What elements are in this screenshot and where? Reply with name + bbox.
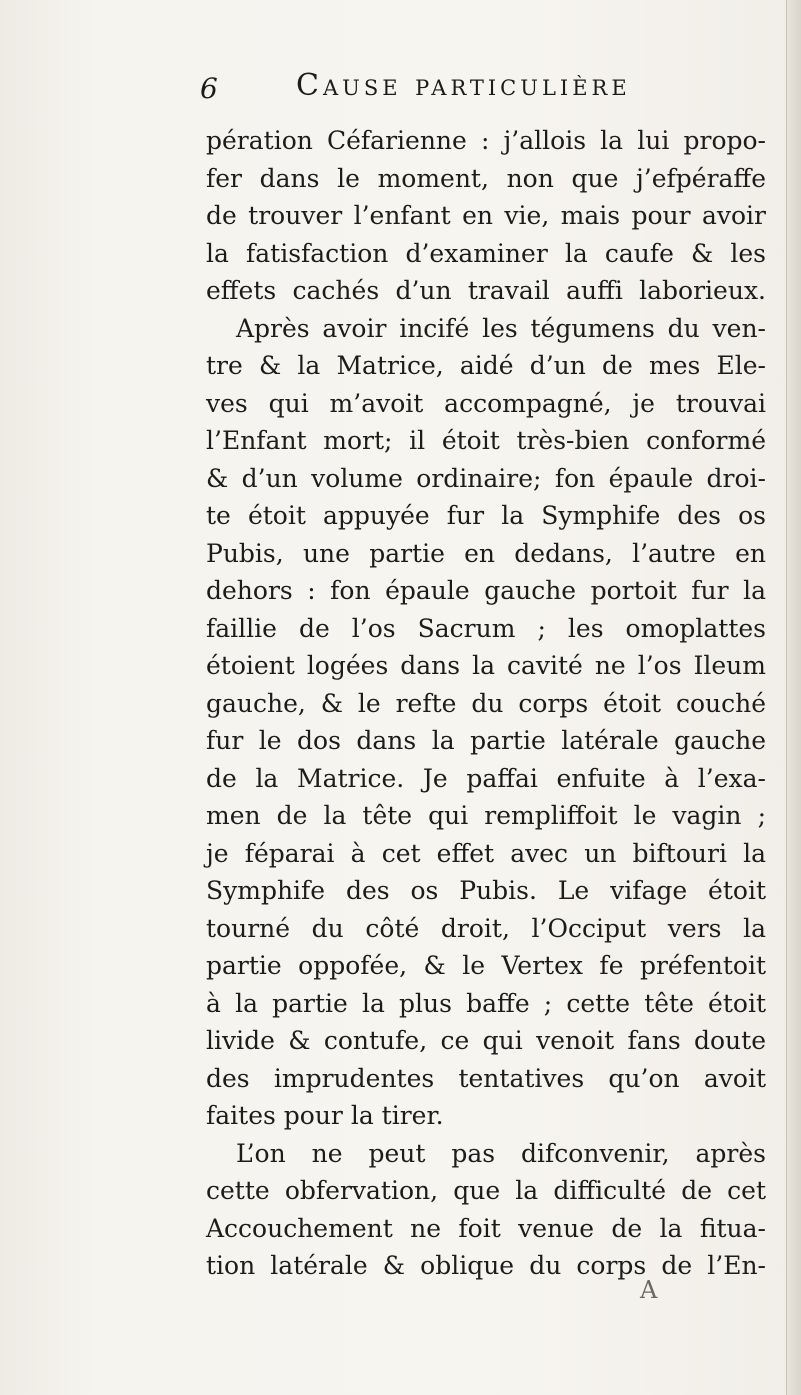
text-line: à la partie la plus baffe ; cette tête étoit bbox=[206, 988, 766, 1018]
text-line: Symphife des os Pubis. Le vifage étoit bbox=[206, 876, 766, 905]
text-line: je féparai à cet effet avec un biftouri la bbox=[206, 838, 766, 868]
text-line: Après avoir incifé les tégumens du ven- bbox=[236, 313, 766, 343]
text-line: gauche, & le refte du corps étoit couché bbox=[206, 688, 766, 718]
text-line: Pubis, une partie en dedans, l’autre en bbox=[206, 538, 766, 568]
text-line: tion latérale & oblique du corps de l’En- bbox=[206, 1251, 766, 1280]
text-line: dehors : fon épaule gauche portoit fur la bbox=[206, 576, 766, 605]
text-line: faites pour la tirer. bbox=[206, 1101, 444, 1130]
page-header bbox=[200, 64, 720, 122]
text-line: l’Enfant mort; il étoit très-bien conformé bbox=[206, 426, 766, 455]
text-line: fer dans le moment, non que j’efpéraffe bbox=[206, 163, 766, 193]
text-line: te étoit appuyée fur la Symphife des os bbox=[206, 501, 766, 530]
text-line: L’on ne peut pas difconvenir, après bbox=[236, 1138, 766, 1168]
text-line: des imprudentes tentatives qu’on avoit bbox=[206, 1063, 766, 1093]
text-line: fur le dos dans la partie latérale gauche bbox=[206, 726, 766, 755]
text-line: livide & contufe, ce qui venoit fans doute bbox=[206, 1026, 766, 1055]
text-line: Accouchement ne foit venue de la fitua- bbox=[206, 1213, 766, 1243]
text-line: effets cachés d’un travail auffi laborieux. bbox=[206, 276, 766, 305]
text-line: faillie de l’os Sacrum ; les omoplattes bbox=[206, 613, 766, 643]
text-line: cette obfervation, que la difficulté de cet bbox=[206, 1176, 766, 1205]
text-line: pération Céfarienne : j’allois la lui propo- bbox=[206, 126, 766, 155]
text-line: la fatisfaction d’examiner la caufe & les bbox=[206, 238, 766, 268]
text-line: de la Matrice. Je paffai enfuite à l’exa- bbox=[206, 763, 766, 793]
body-text bbox=[206, 122, 766, 1285]
page-edge bbox=[786, 0, 801, 1395]
text-line: & d’un volume ordinaire; fon épaule droi- bbox=[206, 463, 766, 493]
text-line: ves qui m’avoit accompagné, je trouvai bbox=[206, 388, 766, 418]
text-line: tourné du côté droit, l’Occiput vers la bbox=[206, 913, 766, 943]
text-line: de trouver l’enfant en vie, mais pour avoir bbox=[206, 201, 766, 230]
text-line: tre & la Matrice, aidé d’un de mes Ele- bbox=[206, 351, 766, 380]
text-line: men de la tête qui rempliffoit le vagin ; bbox=[206, 801, 766, 830]
page-number: 6 bbox=[200, 72, 218, 105]
text-line: partie oppofée, & le Vertex fe préfentoit bbox=[206, 951, 766, 980]
signature-mark: A bbox=[640, 1276, 658, 1304]
text-line: étoient logées dans la cavité ne l’os Ileum bbox=[206, 651, 766, 680]
running-head: Cause particulière bbox=[296, 68, 631, 103]
